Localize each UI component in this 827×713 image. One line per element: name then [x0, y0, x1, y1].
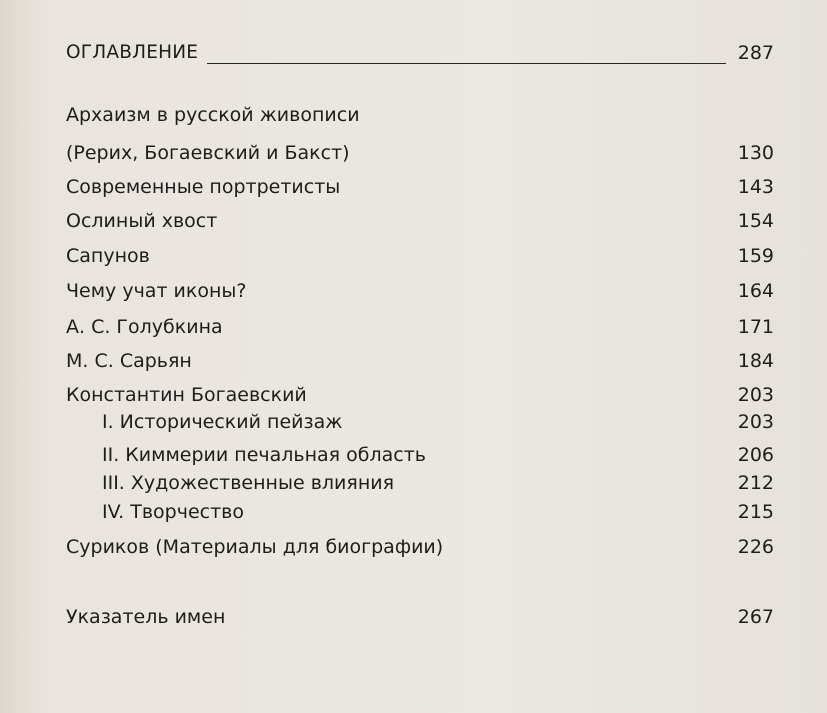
toc-entry[interactable] — [66, 138, 774, 168]
toc-entry-page: 226 — [737, 536, 774, 558]
toc-entry-title: I. Исторический пейзаж — [102, 411, 343, 433]
toc-subentry[interactable] — [102, 468, 774, 498]
toc-entry-page: 267 — [737, 606, 774, 628]
toc-entry-page: 212 — [737, 472, 774, 494]
toc-entry[interactable] — [66, 532, 774, 562]
toc-entry-title: Указатель имен — [66, 606, 226, 628]
toc-entry-title: Современные портретисты — [66, 176, 341, 198]
toc-subentry[interactable] — [102, 440, 774, 470]
toc-entry-page: 130 — [737, 142, 774, 164]
toc-entry-title: М. С. Сарьян — [66, 350, 192, 372]
toc-entry-page: 143 — [737, 176, 774, 198]
toc-entry-title: Суриков (Материалы для биографии) — [66, 536, 444, 558]
toc-entry[interactable] — [66, 172, 774, 202]
running-header — [66, 40, 774, 70]
toc-entry-page: 154 — [737, 210, 774, 232]
toc-entry-title: (Рерих, Богаевский и Бакст) — [66, 142, 350, 164]
toc-entry-title: Константин Богаевский — [66, 384, 307, 406]
toc-entry-title: А. С. Голубкина — [66, 316, 223, 338]
toc-entry-title: IV. Творчество — [102, 501, 244, 523]
toc-entry-title-line: Архаизм в русской живописи — [66, 104, 360, 126]
toc-entry-title: Чему учат иконы? — [66, 280, 247, 302]
section-title: ОГЛАВЛЕНИЕ — [66, 42, 199, 63]
toc-entry[interactable] — [66, 276, 774, 306]
toc-entry-page: 203 — [737, 384, 774, 406]
header-rule — [207, 63, 726, 64]
toc-entry[interactable] — [66, 241, 774, 271]
toc-entry[interactable] — [66, 206, 774, 236]
toc-subentry[interactable] — [102, 407, 774, 437]
toc-entry[interactable] — [66, 380, 774, 410]
toc-subentry[interactable] — [102, 497, 774, 527]
page-number: 287 — [737, 42, 774, 64]
toc-entry[interactable] — [66, 602, 774, 632]
toc-entry-page: 203 — [737, 411, 774, 433]
toc-entry-page: 184 — [737, 350, 774, 372]
toc-entry[interactable] — [66, 346, 774, 376]
toc-entry-title: Ослиный хвост — [66, 210, 218, 232]
toc-entry-page: 206 — [737, 444, 774, 466]
toc-entry-title: Сапунов — [66, 245, 150, 267]
toc-entry-title: II. Киммерии печальная область — [102, 444, 426, 466]
toc-entry-page: 215 — [737, 501, 774, 523]
toc-entry-title: III. Художественные влияния — [102, 472, 395, 494]
toc-entry[interactable] — [66, 312, 774, 342]
toc-entry-page: 159 — [737, 245, 774, 267]
toc-entry-page: 171 — [737, 316, 774, 338]
toc-entry-page: 164 — [737, 280, 774, 302]
